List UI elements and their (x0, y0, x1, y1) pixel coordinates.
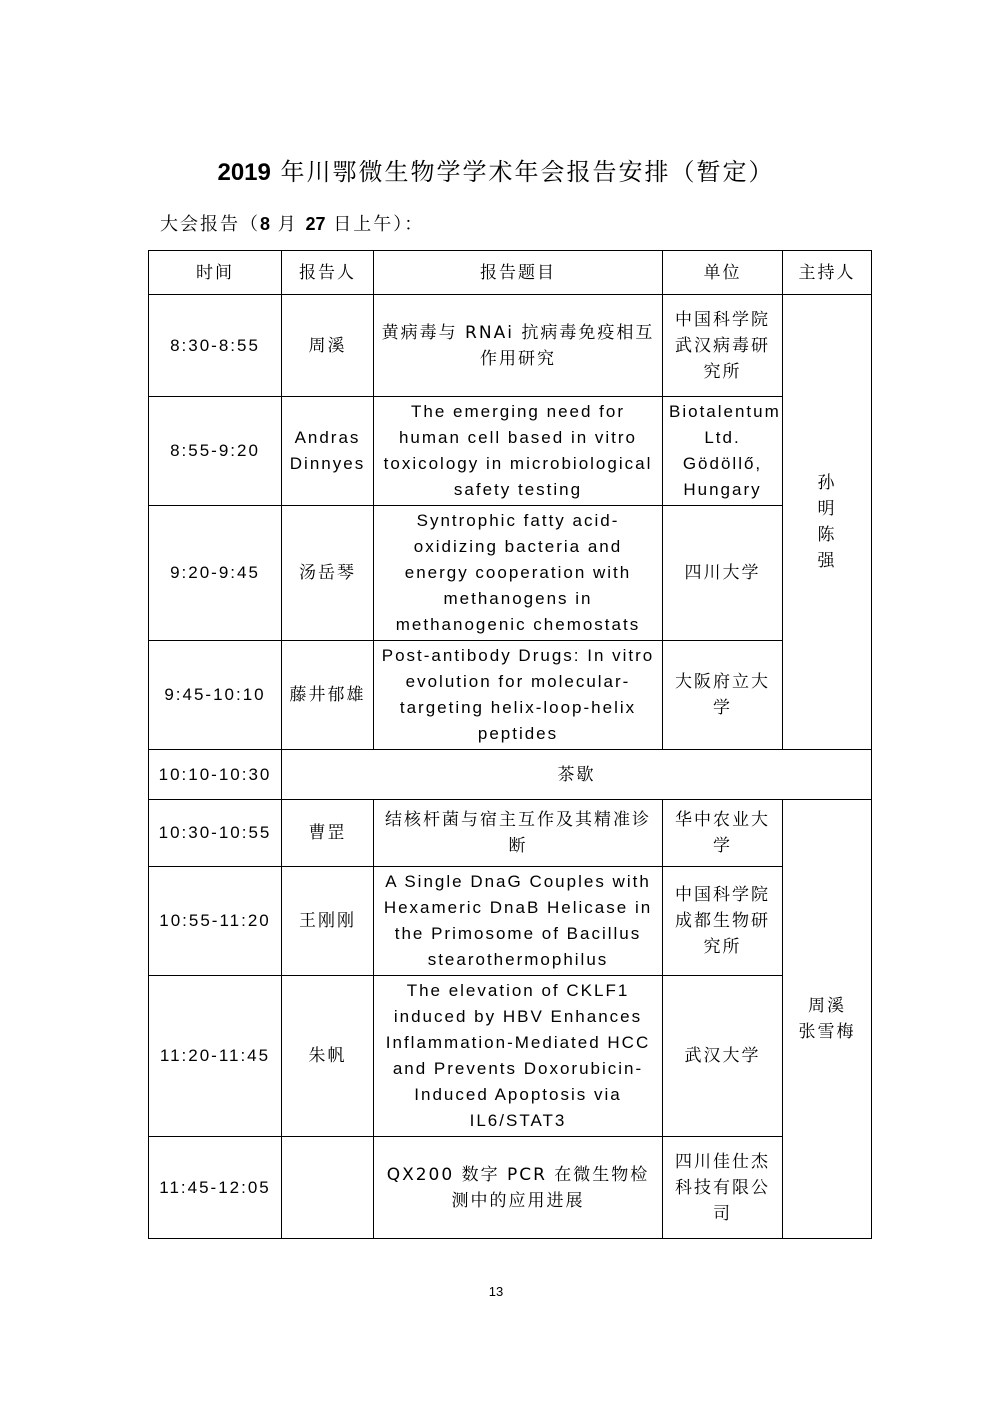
table-row (149, 800, 872, 867)
cell-topic: 结核杆菌与宿主互作及其精准诊断 (374, 800, 663, 867)
title-text: 年川鄂微生物学学术年会报告安排（暂定） (270, 158, 775, 186)
cell-topic: A Single DnaG Couples with Hexameric DnaB Helicase in the Primosome of Bacillus stearothermophilus (374, 867, 663, 976)
cell-speaker: 藤井郁雄 (282, 641, 374, 750)
subtitle-month: 8 (260, 214, 271, 234)
cell-time: 9:45-10:10 (149, 641, 282, 750)
header-unit: 单位 (663, 251, 783, 295)
table-row (149, 1137, 872, 1239)
cell-topic: The emerging need for human cell based in vitro toxicology in microbiological safety testing (374, 397, 663, 506)
header-host: 主持人 (783, 251, 872, 295)
header-time: 时间 (149, 251, 282, 295)
cell-hosts-morning-1 (783, 295, 872, 750)
table-row (149, 506, 872, 641)
cell-time: 11:20-11:45 (149, 976, 282, 1137)
cell-speaker (282, 1137, 374, 1239)
table-row (149, 976, 872, 1137)
subtitle-day: 27 (305, 214, 326, 234)
cell-topic: Syntrophic fatty acid-oxidizing bacteria and energy cooperation with methanogens in methanogenic chemostats (374, 506, 663, 641)
subtitle-part: 日上午）： (325, 214, 425, 235)
cell-topic: Post-antibody Drugs: In vitro evolution for molecular-targeting helix-loop-helix peptides (374, 641, 663, 750)
section-subtitle (160, 210, 424, 236)
cell-topic: The elevation of CKLF1 induced by HBV Enhances Inflammation-Mediated HCC and Prevents Doxorubicin-Induced Apoptosis via IL6/STAT3 (374, 976, 663, 1137)
header-speaker: 报告人 (282, 251, 374, 295)
cell-unit: 中国科学院成都生物研究所 (663, 867, 783, 976)
hosts-text: 周溪 张雪梅 (798, 996, 856, 1042)
page-number: 13 (488, 1284, 504, 1299)
cell-time: 10:10-10:30 (149, 750, 282, 800)
cell-unit: Biotalentum Ltd. Gödöllő, Hungary (663, 397, 783, 506)
hosts-text: 孙明 陈强 (817, 473, 837, 571)
cell-time: 9:20-9:45 (149, 506, 282, 641)
subtitle-part: 月 (270, 214, 306, 235)
break-row (149, 750, 872, 800)
cell-unit: 武汉大学 (663, 976, 783, 1137)
cell-unit: 大阪府立大学 (663, 641, 783, 750)
table-row (149, 867, 872, 976)
table-row (149, 641, 872, 750)
cell-topic: 黄病毒与 RNAi 抗病毒免疫相互作用研究 (374, 295, 663, 397)
cell-time: 10:30-10:55 (149, 800, 282, 867)
cell-time: 10:55-11:20 (149, 867, 282, 976)
cell-speaker: 汤岳琴 (282, 506, 374, 641)
header-topic: 报告题目 (374, 251, 663, 295)
schedule-table (148, 250, 872, 1239)
subtitle-part: 大会报告（ (160, 214, 260, 235)
cell-speaker: 周溪 (282, 295, 374, 397)
cell-topic: QX200 数字 PCR 在微生物检测中的应用进展 (374, 1137, 663, 1239)
cell-time: 8:30-8:55 (149, 295, 282, 397)
table-row (149, 397, 872, 506)
title-year: 2019 (217, 159, 271, 186)
cell-speaker: Andras Dinnyes (282, 397, 374, 506)
cell-time: 11:45-12:05 (149, 1137, 282, 1239)
cell-unit: 四川大学 (663, 506, 783, 641)
cell-speaker: 王刚刚 (282, 867, 374, 976)
cell-time: 8:55-9:20 (149, 397, 282, 506)
cell-unit: 华中农业大学 (663, 800, 783, 867)
table-row (149, 295, 872, 397)
page-title (0, 152, 992, 187)
cell-unit: 中国科学院武汉病毒研究所 (663, 295, 783, 397)
table-header-row (149, 251, 872, 295)
cell-hosts-morning-2 (783, 800, 872, 1239)
break-label: 茶歇 (282, 750, 872, 800)
cell-speaker: 曹罡 (282, 800, 374, 867)
cell-speaker: 朱帆 (282, 976, 374, 1137)
cell-unit: 四川佳仕杰科技有限公司 (663, 1137, 783, 1239)
